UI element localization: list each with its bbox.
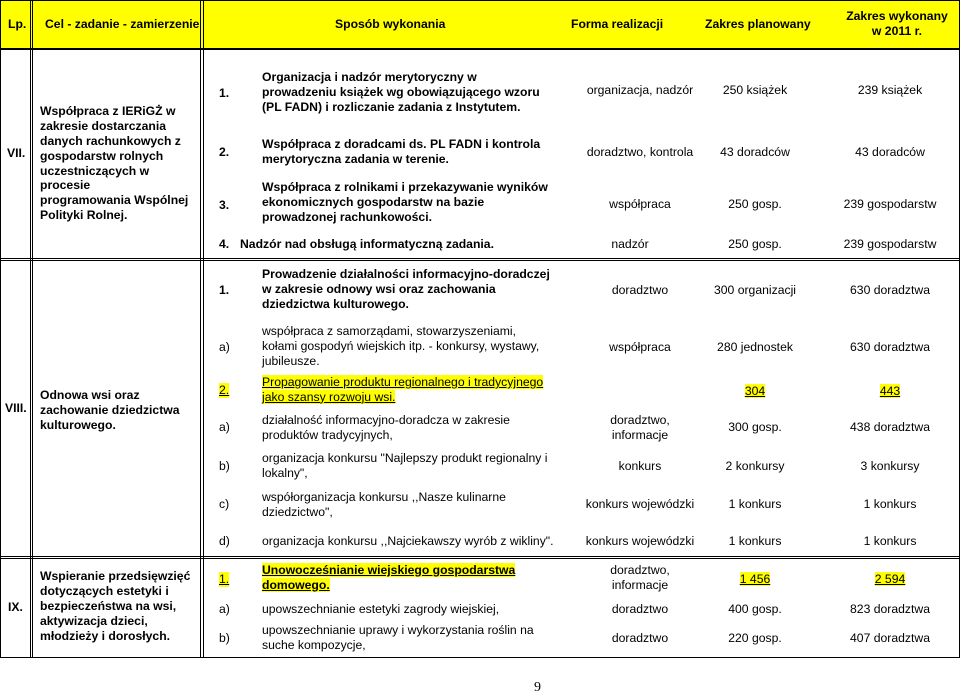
row-plan: 280 jednostek [717,340,793,354]
row-description: organizacja konkursu "Najlepszy produkt regionalny i lokalny", [262,451,548,480]
row-description: współpraca z samorządami, stowarzyszeniami, kołami gospodyń wiejskich itp. - konkursy, wystawy, jubileusze. [262,324,540,368]
row-forma: doradztwo, kontrola [586,145,694,159]
row-number: 1. [219,283,230,297]
row-forma: doradztwo, informacje [610,413,670,442]
row-plan: 250 gosp. [728,237,782,251]
section-number-viii: VIII. [5,401,27,415]
row-forma: organizacja, nadzór [586,83,694,97]
section-goal-viii: Odnowa wsi oraz zachowanie dziedzictwa kulturowego. [40,388,180,432]
row-done: 2 594 [874,572,906,586]
row-forma: nadzór [611,237,649,251]
row-description: organizacja konkursu ,,Najciekawszy wyrób z wikliny". [262,534,554,548]
row-done: 1 konkurs [863,534,917,548]
row-number: b) [219,459,230,473]
row-forma: doradztwo [611,283,669,297]
row-description: Nadzór nad obsługą informatyczną zadania. [240,237,494,251]
header-forma: Forma realizacji [571,17,664,31]
section-goal-ix: Wspieranie przedsięwzięć dotyczących estetyki i bezpieczeństwa na wsi, aktywizacja dzieci, młodzieży i dorosłych. [40,569,191,643]
row-plan: 1 konkurs [728,497,782,511]
row-done: 407 doradztwa [850,631,930,645]
row-done: 823 doradztwa [850,602,930,616]
row-plan: 304 [744,384,766,398]
row-done: 3 konkursy [860,459,920,473]
row-number: a) [219,420,230,434]
row-description: Współpraca z rolnikami i przekazywanie wyników ekonomicznych gospodarstw na bazie prowadzonej rachunkowości. [262,180,548,224]
section-goal-vii: Współpraca z IERiGŻ w zakresie dostarczania danych rachunkowych z gospodarstw rolnych uczestniczących w procesie programowania Wspólnej Polityki Rolnej. [40,104,189,223]
header-zakres-wykonany: Zakres wykonany w 2011 r. [846,9,948,38]
row-plan: 250 gosp. [728,197,782,211]
row-done: 1 konkurs [863,497,917,511]
row-number: 1. [219,86,230,100]
section-number-ix: IX. [8,600,23,614]
row-number: d) [219,534,230,548]
row-plan: 300 gosp. [728,420,782,434]
row-forma: konkurs wojewódzki [585,497,695,511]
row-description: działalność informacyjno-doradcza w zakresie produktów tradycyjnych, [262,413,510,442]
row-done: 438 doradztwa [850,420,930,434]
row-done: 239 gospodarstw [843,197,937,211]
row-number: 1. [219,572,230,586]
header-sposob: Sposób wykonania [335,17,446,31]
header-lp: Lp. [8,17,27,31]
row-description: upowszechnianie uprawy i wykorzystania roślin na suche kompozycje, [262,623,534,652]
row-plan: 43 doradców [720,145,790,159]
row-description: upowszechnianie estetyki zagrody wiejskiej, [262,602,500,616]
row-forma: współpraca [609,197,671,211]
header-cel: Cel - zadanie - zamierzenie [45,17,200,31]
row-number: 2. [219,383,230,397]
row-number: 3. [219,198,230,212]
row-done: 43 doradców [855,145,925,159]
row-plan: 300 organizacji [714,283,796,297]
section-number-vii: VII. [7,146,26,160]
row-plan: 220 gosp. [728,631,782,645]
row-plan: 2 konkursy [725,459,785,473]
row-description: Prowadzenie działalności informacyjno-doradczej w zakresie odnowy wsi oraz zachowania dziedzictwa kulturowego. [262,267,550,311]
row-forma: doradztwo [611,631,669,645]
row-done: 443 [879,384,901,398]
row-done: 239 książek [857,83,923,97]
row-forma: konkurs [618,459,662,473]
header-zakres-planowany: Zakres planowany [705,17,811,31]
row-description: Współpraca z doradcami ds. PL FADN i kontrola merytoryczna zadania w terenie. [262,137,541,166]
row-number: a) [219,340,230,354]
row-description: współorganizacja konkursu ,,Nasze kulinarne dziedzictwo", [262,490,506,519]
page-number: 9 [534,680,541,695]
row-forma: współpraca [609,340,671,354]
row-number: 4. [219,237,230,251]
row-done: 630 doradztwa [850,283,930,297]
row-number: c) [219,497,230,511]
row-number: a) [219,602,230,616]
row-plan: 250 książek [722,83,788,97]
row-description: Propagowanie produktu regionalnego i tradycyjnego jako szansy rozwoju wsi. [262,375,544,404]
row-description: Unowocześnianie wiejskiego gospodarstwa domowego. [262,563,516,592]
row-forma: konkurs wojewódzki [585,534,695,548]
row-number: b) [219,631,230,645]
row-forma: doradztwo, informacje [610,563,670,592]
row-plan: 1 konkurs [728,534,782,548]
row-done: 239 gospodarstw [843,237,937,251]
row-number: 2. [219,145,230,159]
row-done: 630 doradztwa [850,340,930,354]
row-forma: doradztwo [611,602,669,616]
row-plan: 1 456 [739,572,771,586]
row-description: Organizacja i nadzór merytoryczny w prowadzeniu książek wg obowiązującego wzoru (PL FADN) i rozliczanie zadania z Instytutem. [262,70,540,114]
row-plan: 400 gosp. [728,602,782,616]
